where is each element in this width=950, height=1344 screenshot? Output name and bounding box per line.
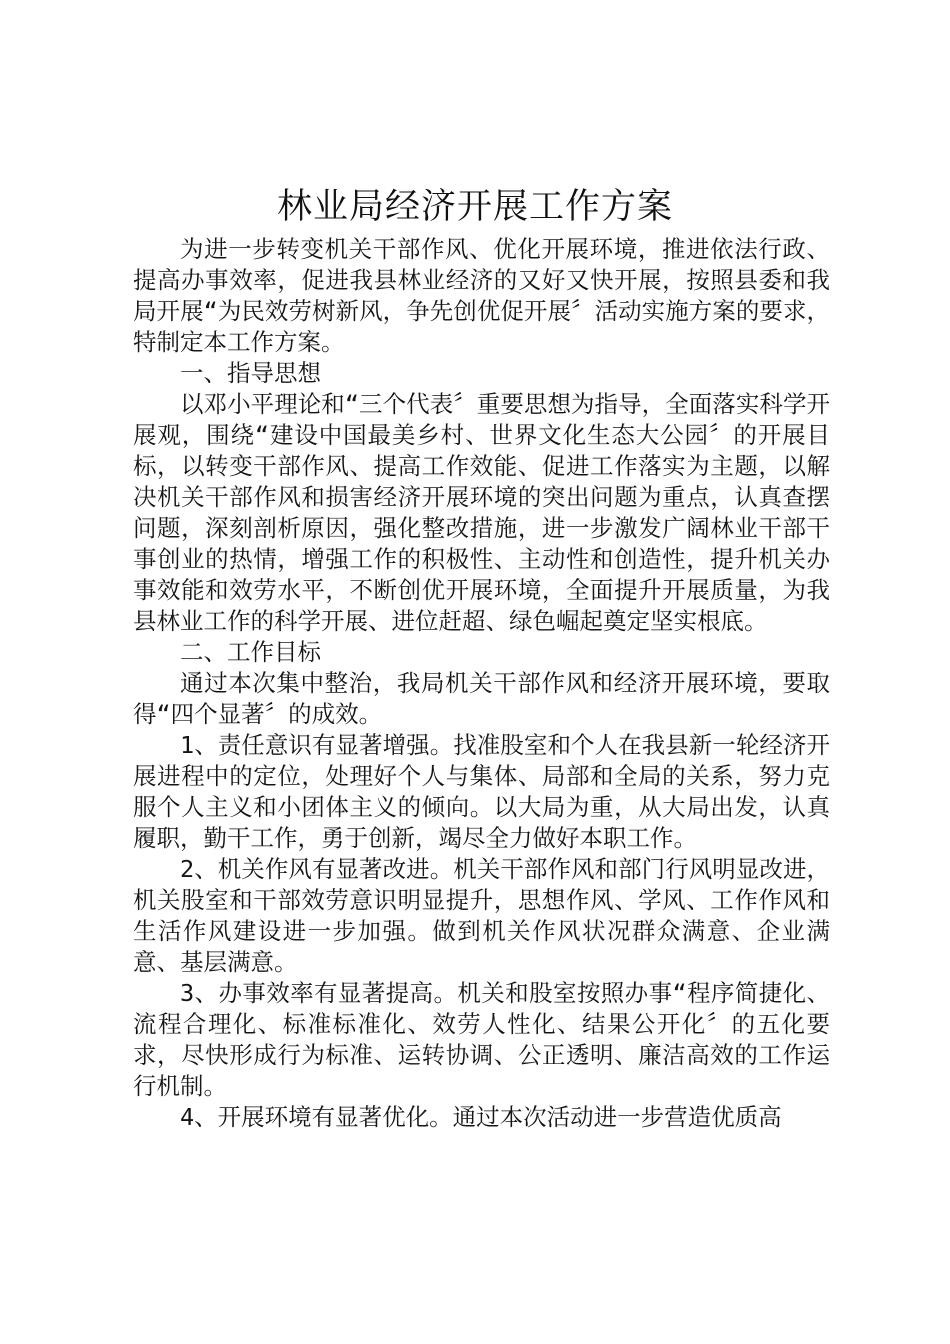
- heading-guiding-ideology: 一、指导思想: [180, 359, 321, 387]
- paragraph-goal-1: 1、责任意识有显著增强。找准股室和个人在我县新一轮经济开展进程中的定位，处理好个人与集体、局部和全局的关系，努力克服个人主义和小团体主义的倾向。以大局为重，从大局出发，认真履职，勤干工作，勇于创新，竭尽全力做好本职工作。: [133, 731, 830, 852]
- heading-work-goals: 二、工作目标: [180, 638, 321, 666]
- paragraph-guiding-ideology: 以邓小平理论和“三个代表〞重要思想为指导，全面落实科学开展观，围绕“建设中国最美乡村、世界文化生态大公园〞的开展目标，以转变干部作风、提高工作效能、促进工作落实为主题，以解决机关干部作风和损害经济开展环境的突出问题为重点，认真查摆问题，深刻剖析原因，强化整改措施，进一步激发广阔林业干部干事创业的热情，增强工作的积极性、主动性和创造性，提升机关办事效能和效劳水平，不断创优开展环境，全面提升开展质量，为我县林业工作的科学开展、进位赶超、绿色崛起奠定坚实根底。: [133, 390, 830, 635]
- paragraph-goal-4: 4、开展环境有显著优化。通过本次活动进一步营造优质高: [180, 1103, 782, 1131]
- paragraph-work-goals: 通过本次集中整治，我局机关干部作风和经济开展环境，要取得“四个显著〞的成效。: [133, 669, 830, 728]
- paragraph-goal-3: 3、办事效率有显著提高。机关和股室按照办事“程序简捷化、流程合理化、标准标准化、效劳人性化、结果公开化〞的五化要求，尽快形成行为标准、运转协调、公正透明、廉洁高效的工作运行机制。: [133, 979, 830, 1100]
- paragraph-intro: 为进一步转变机关干部作风、优化开展环境，推进依法行政、提高办事效率，促进我县林业经济的又好又快开展，按照县委和我局开展“为民效劳树新风，争先创优促开展〞活动实施方案的要求，特制定本工作方案。: [133, 235, 830, 356]
- document-title: 林业局经济开展工作方案: [276, 187, 673, 227]
- document-body: [133, 234, 830, 1133]
- paragraph-goal-2: 2、机关作风有显著改进。机关干部作风和部门行风明显改进，机关股室和干部效劳意识明显提升，思想作风、学风、工作作风和生活作风建设进一步加强。做到机关作风状况群众满意、企业满意、基层满意。: [133, 855, 830, 976]
